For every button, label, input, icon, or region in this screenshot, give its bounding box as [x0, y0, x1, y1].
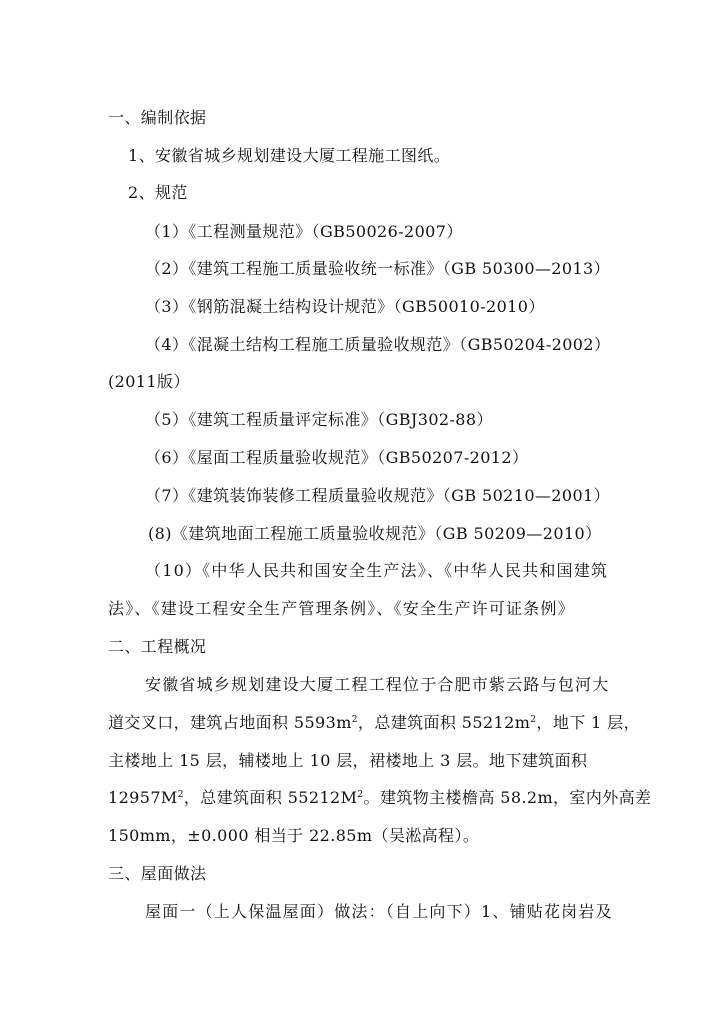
overview-paragraph-line: 主楼地上 15 层，辅楼地上 10 层，裙楼地上 3 层。地下建筑面积 — [108, 751, 588, 770]
code-item-continuation: (2011版） — [108, 372, 190, 391]
section-heading-overview: 二、工程概况 — [108, 637, 207, 656]
overview-text-segment: 道交叉口，建筑占地面积 5593m — [108, 713, 352, 732]
overview-text-segment: ，总建筑面积 55212m — [357, 713, 531, 732]
roof-paragraph-line: 屋面一（上人保温屋面）做法：（自上向下）1、铺贴花岗岩及 — [145, 902, 613, 921]
overview-paragraph-line — [108, 713, 640, 733]
overview-paragraph-line — [108, 788, 651, 808]
section-heading-roof: 三、屋面做法 — [108, 864, 207, 883]
overview-text-segment: ，地下 1 层， — [536, 713, 640, 732]
section-heading-basis: 一、编制依据 — [108, 108, 207, 127]
superscript: 2 — [351, 715, 358, 725]
superscript: 2 — [177, 790, 184, 800]
overview-paragraph-line: 150mm，±0.000 相当于 22.85m（吴淞高程）。 — [108, 826, 480, 845]
code-item: （6）《屋面工程质量验收规范》（GB50207-2012） — [145, 448, 529, 467]
overview-text-segment: 12957M — [108, 788, 178, 807]
code-item: (8)《建筑地面工程施工质量验收规范》（GB 50209—2010） — [148, 524, 602, 543]
code-item: （5）《建筑工程质量评定标准》（GBJ302-88） — [145, 410, 493, 429]
code-item: （1）《工程测量规范》（GB50026-2007） — [145, 222, 463, 241]
basis-item-drawings: 1、安徽省城乡规划建设大厦工程施工图纸。 — [128, 146, 451, 165]
superscript: 2 — [530, 715, 537, 725]
superscript: 2 — [357, 790, 364, 800]
code-item: （2）《建筑工程施工质量验收统一标准》（GB 50300—2013） — [145, 259, 611, 278]
code-item: （4）《混凝土结构工程施工质量验收规范》（GB50204-2002） — [145, 335, 611, 354]
basis-item-codes: 2、规范 — [128, 183, 188, 202]
code-item: （7）《建筑装饰装修工程质量验收规范》（GB 50210—2001） — [145, 486, 611, 505]
overview-text-segment: 。建筑物主楼檐高 58.2m，室内外高差 — [363, 788, 652, 807]
overview-paragraph-line: 安徽省城乡规划建设大厦工程工程位于合肥市紫云路与包河大 — [145, 675, 610, 694]
overview-text-segment: ，总建筑面积 55212M — [183, 788, 358, 807]
code-item-continuation: 法》、《建设工程安全生产管理条例》、《安全生产许可证条例》 — [108, 599, 575, 618]
code-item: （3）《钢筋混凝土结构设计规范》（GB50010-2010） — [145, 297, 545, 316]
code-item: （10）《中华人民共和国安全生产法》、《中华人民共和国建筑 — [145, 561, 609, 580]
